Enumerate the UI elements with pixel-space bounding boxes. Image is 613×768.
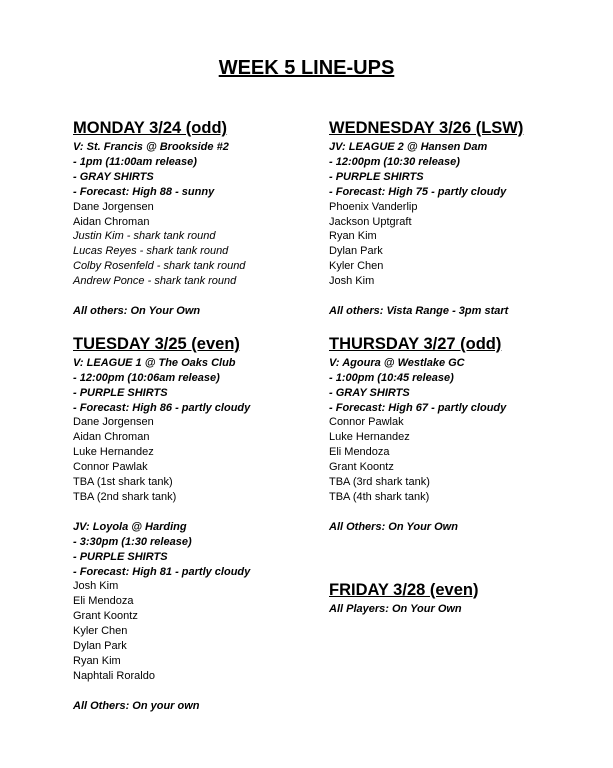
- others-note: All Others: On your own: [73, 699, 200, 712]
- event-detail: - Forecast: High 86 - partly cloudy: [73, 401, 251, 414]
- event-detail: - PURPLE SHIRTS: [73, 550, 168, 563]
- spacer: [329, 565, 589, 580]
- player-name: Phoenix Vanderlip: [329, 200, 418, 213]
- player-name: Grant Koontz: [329, 461, 394, 474]
- player-name: Connor Pawlak: [73, 461, 148, 474]
- spacer: [73, 684, 333, 699]
- player-name: Aidan Chroman: [73, 215, 150, 228]
- event-detail: - Forecast: High 67 - partly cloudy: [329, 401, 507, 414]
- event-detail: - 12:00pm (10:06am release): [73, 371, 220, 384]
- others-note: All others: Vista Range - 3pm start: [329, 304, 509, 317]
- page-title: WEEK 5 LINE-UPS: [218, 57, 395, 79]
- event-detail: - PURPLE SHIRTS: [329, 170, 424, 183]
- event-detail: - GRAY SHIRTS: [73, 170, 154, 183]
- event-detail: - 12:00pm (10:30 release): [329, 155, 460, 168]
- tuesday-section: [73, 334, 333, 714]
- player-name: Luke Hernandez: [329, 431, 410, 444]
- day-heading-wednesday: WEDNESDAY 3/26 (LSW): [329, 119, 524, 137]
- player-name: Naphtali Roraldo: [73, 669, 155, 682]
- player-name: Dylan Park: [73, 640, 127, 653]
- spacer: [73, 289, 333, 304]
- player-name: Luke Hernandez: [73, 446, 154, 459]
- player-name: TBA (2nd shark tank): [73, 491, 177, 504]
- shark-tank-player: Colby Rosenfeld - shark tank round: [73, 260, 246, 273]
- event-detail: - 3:30pm (1:30 release): [73, 535, 192, 548]
- player-name: TBA (1st shark tank): [73, 476, 173, 489]
- left-column: [73, 118, 333, 714]
- others-note: All Players: On Your Own: [329, 602, 462, 615]
- event-detail: - GRAY SHIRTS: [329, 386, 410, 399]
- player-name: TBA (4th shark tank): [329, 491, 430, 504]
- player-name: Dylan Park: [329, 245, 383, 258]
- player-name: Kyler Chen: [329, 260, 384, 273]
- friday-section: [329, 580, 589, 617]
- player-name: Kyler Chen: [73, 625, 128, 638]
- others-note: All others: On Your Own: [73, 304, 201, 317]
- player-name: Eli Mendoza: [73, 595, 134, 608]
- spacer: [73, 319, 333, 334]
- event-detail: V: LEAGUE 1 @ The Oaks Club: [73, 356, 236, 369]
- player-name: Dane Jorgensen: [73, 416, 154, 429]
- player-name: Jackson Uptgraft: [329, 215, 412, 228]
- spacer: [329, 535, 589, 550]
- shark-tank-player: Lucas Reyes - shark tank round: [73, 245, 229, 258]
- others-note: All Others: On Your Own: [329, 520, 458, 533]
- spacer: [329, 550, 589, 565]
- event-detail: JV: Loyola @ Harding: [73, 520, 187, 533]
- player-name: Josh Kim: [73, 580, 119, 593]
- spacer: [329, 505, 589, 520]
- player-name: Josh Kim: [329, 275, 375, 288]
- event-detail: - Forecast: High 81 - partly cloudy: [73, 565, 251, 578]
- event-detail: - 1pm (11:00am release): [73, 155, 197, 168]
- day-heading-friday: FRIDAY 3/28 (even): [329, 580, 479, 599]
- event-detail: - Forecast: High 88 - sunny: [73, 185, 215, 198]
- event-detail: JV: LEAGUE 2 @ Hansen Dam: [329, 141, 488, 153]
- player-name: Ryan Kim: [73, 654, 121, 667]
- player-name: Eli Mendoza: [329, 446, 390, 459]
- player-name: Connor Pawlak: [329, 416, 404, 429]
- player-name: Aidan Chroman: [73, 431, 150, 444]
- event-detail: - 1:00pm (10:45 release): [329, 371, 454, 384]
- spacer: [329, 319, 589, 334]
- right-column: [329, 118, 589, 616]
- player-name: Dane Jorgensen: [73, 200, 154, 213]
- event-detail: V: Agoura @ Westlake GC: [329, 356, 465, 369]
- shark-tank-player: Andrew Ponce - shark tank round: [73, 275, 237, 288]
- wednesday-section: [329, 118, 589, 319]
- shark-tank-player: Justin Kim - shark tank round: [73, 230, 216, 243]
- event-detail: - Forecast: High 75 - partly cloudy: [329, 185, 507, 198]
- player-name: Grant Koontz: [73, 610, 138, 623]
- player-name: Ryan Kim: [329, 230, 377, 243]
- day-heading-monday: MONDAY 3/24 (odd): [73, 119, 228, 137]
- spacer: [329, 289, 589, 304]
- monday-section: [73, 118, 333, 319]
- day-heading-thursday: THURSDAY 3/27 (odd): [329, 334, 502, 353]
- event-detail: - PURPLE SHIRTS: [73, 386, 168, 399]
- spacer: [73, 505, 333, 520]
- day-heading-tuesday: TUESDAY 3/25 (even): [73, 334, 240, 353]
- event-detail: V: St. Francis @ Brookside #2: [73, 141, 229, 153]
- player-name: TBA (3rd shark tank): [329, 476, 430, 489]
- thursday-section: [329, 334, 589, 535]
